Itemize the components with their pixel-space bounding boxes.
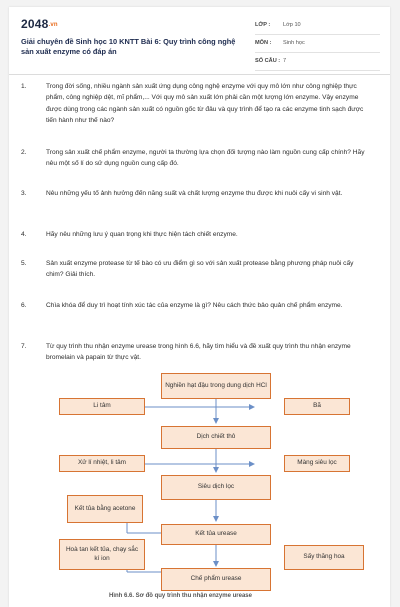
question-text: Nêu những yếu tố ảnh hưởng đến năng suất và chất lượng enzyme thu được khi nuôi cấy vi sinh vật. — [46, 190, 343, 197]
step-acetone-precipitation: Kết tủa bằng acetone — [67, 495, 143, 523]
step-crude-extract: Dịch chiết thô — [161, 426, 271, 449]
step-urease-precipitate: Kết tủa urease — [161, 524, 271, 545]
meta-value: Sinh học — [283, 40, 305, 46]
header-divider — [9, 74, 390, 75]
logo-suffix: .vn — [48, 21, 58, 28]
figure-caption: Hình 6.6. Sơ đồ quy trình thu nhận enzyme urease — [109, 593, 252, 599]
meta-value: Lớp 10 — [283, 22, 301, 28]
step-ultrafiltration-membrane: Màng siêu lọc — [284, 455, 350, 472]
step-residue: Bã — [284, 398, 350, 415]
meta-class — [255, 17, 380, 35]
document-header — [9, 7, 390, 69]
meta-key: SỐ CÂU : — [255, 58, 281, 64]
question-number: 3. — [21, 190, 27, 197]
question-text: Từ quy trình thu nhận enzyme urease trong hình 6.6, hãy tìm hiểu và đề xuất quy trình thu nhận enzyme bromelain và papain từ thực vật. — [46, 343, 351, 362]
step-freeze-drying: Sấy thăng hoa — [284, 545, 364, 570]
question-number: 6. — [21, 302, 27, 309]
site-logo[interactable] — [21, 17, 58, 31]
step-centrifuge: Li tâm — [59, 398, 145, 415]
step-heat-centrifuge: Xử lí nhiệt, li tâm — [59, 455, 145, 472]
question-number: 2. — [21, 149, 27, 156]
question-text: Trong sản xuất chế phẩm enzyme, người ta thường lựa chọn đối tượng nào làm nguồn cung cấp chính? Hãy nêu một số lí do sử dụng nguồn cung cấp đó. — [46, 149, 365, 168]
step-grind-beans: Nghiền hạt đậu trong dung dịch HCl — [161, 373, 271, 399]
logo-text: 2048 — [21, 17, 49, 31]
process-diagram — [9, 367, 390, 607]
meta-key: LỚP : — [255, 22, 271, 28]
question-number: 1. — [21, 83, 27, 90]
question-text: Sản xuất enzyme protease từ tế bào có ưu điểm gì so với sản xuất protease bằng phương pháp nuôi cấy chim? Giải thích. — [46, 260, 354, 279]
meta-value: 7 — [283, 58, 287, 64]
question-text: Trong đời sống, nhiều ngành sản xuất ứng dụng công nghệ enzyme với quy mô lớn như công nghiệp thực phẩm, công nghiệp dệt, mĩ phẩm,... Với quy mô sản xuất lớn phải cần một lượng lớn enzyme. Vậy enzyme được dùng trong các ngành sản xuất có nguồn gốc từ đâu và quy trình để tạo ra các enzyme tinh sạch được tiến hành như thế nào? — [46, 83, 364, 124]
step-urease-product: Chế phẩm urease — [161, 568, 271, 591]
meta-subject — [255, 35, 380, 53]
step-ultrafiltrate: Siêu dịch lọc — [161, 475, 271, 500]
question-text: Hãy nêu những lưu ý quan trọng khi thực hiện tách chiết enzyme. — [46, 231, 238, 238]
document-page — [9, 7, 390, 607]
document-meta — [255, 17, 380, 71]
document-title: Giải chuyên đề Sinh học 10 KNTT Bài 6: Quy trình công nghệ sản xuất enzyme có đáp án — [21, 37, 236, 56]
question-number: 7. — [21, 343, 27, 350]
step-dissolve-ion-chromatography: Hoà tan kết tủa, chạy sắc kí ion — [59, 539, 145, 570]
meta-key: MÔN : — [255, 40, 272, 46]
meta-count — [255, 53, 380, 71]
question-number: 5. — [21, 260, 27, 267]
question-number: 4. — [21, 231, 27, 238]
question-text: Chìa khóa để duy trì hoạt tính xúc tác của enzyme là gì? Nêu cách thức bảo quản chế phẩm enzyme. — [46, 302, 343, 309]
